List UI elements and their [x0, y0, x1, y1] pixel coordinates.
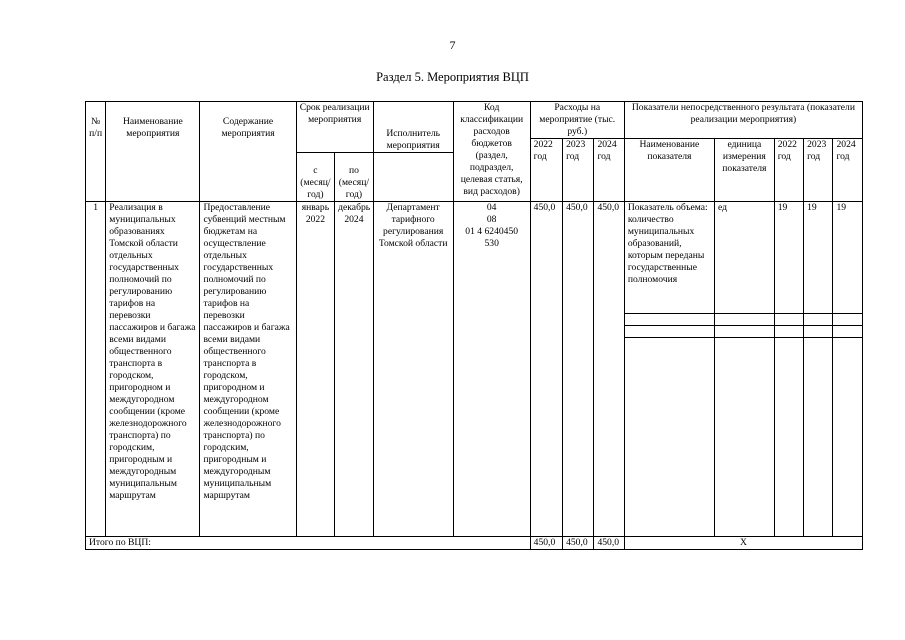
total-exp-2023: 450,0	[563, 537, 594, 550]
header-expenses: Расходы на мероприятие (тыс. руб.)	[530, 102, 624, 139]
total-row	[86, 537, 863, 550]
header-ind-2022: 2022 год	[774, 139, 803, 202]
row-content: Предоставление субвенций местным бюджетам на осуществление отдельных государственных полномочий по регулированию тарифов на перевозки пассажиров и багажа всеми видами общественного транспорта в городском, пригородном и междугородном сообщении (кроме железнодорожного транспорта) по городским, пригородным и междугородным муниципальным маршрутам	[200, 202, 296, 537]
row-code-target: 01 4 6240450	[465, 226, 519, 237]
row-event-name: Реализация в муниципальных образованиях Томской области отдельных государственных полномочий по регулированию тарифов на перевозки пассажиров и багажа всеми видами общественного транспорта в городском, пригородном и междугородном сообщении (кроме железнодорожного транспорта) по городским, пригородным и междугородным муниципальным маршрутам	[106, 202, 200, 537]
table-row	[86, 202, 863, 314]
header-ind-unit: единица измерения показателя	[714, 139, 774, 202]
total-exp-2024: 450,0	[594, 537, 624, 550]
row-code	[453, 202, 530, 537]
header-indicators: Показатели непосредственного результата (показатели реализации мероприятия)	[624, 102, 862, 139]
events-table	[85, 101, 863, 550]
header-ind-2024: 2024 год	[833, 139, 863, 202]
page-number: 7	[449, 38, 456, 52]
row-code-subsection: 08	[486, 214, 497, 225]
row-period-to: декабрь 2024	[335, 202, 374, 537]
header-row-1	[86, 102, 863, 139]
header-exp-2023: 2023 год	[563, 139, 594, 202]
header-executor-cont	[373, 153, 453, 202]
header-executor: Исполнитель мероприятия	[373, 102, 453, 153]
header-code: Код классификации расходов бюджетов (раздел, подраздел, целевая статья, вид расходов)	[453, 102, 530, 202]
header-num: № п/п	[86, 102, 106, 202]
header-content: Содержание мероприятия	[200, 102, 296, 202]
row-ind-2023: 19	[804, 202, 833, 314]
section-title: Раздел 5. Мероприятия ВЦП	[376, 70, 529, 84]
header-period-to: по (месяц/ год)	[335, 153, 374, 202]
row-ind-unit: ед	[714, 202, 774, 314]
row-num: 1	[86, 202, 106, 537]
row-period-from: январь 2022	[296, 202, 334, 537]
header-exp-2022: 2022 год	[530, 139, 562, 202]
header-period: Срок реализации мероприятия	[296, 102, 373, 153]
row-executor: Департамент тарифного регулирования Томской области	[373, 202, 453, 537]
row-ind-2022: 19	[774, 202, 803, 314]
header-ind-name: Наименование показателя	[624, 139, 714, 202]
row-code-section: 04	[486, 202, 497, 213]
row-exp-2024: 450,0	[594, 202, 624, 537]
row-ind-name: Показатель объема: количество муниципальных образований, которым переданы государственные полномочия	[624, 202, 714, 314]
header-event-name: Наименование мероприятия	[106, 102, 200, 202]
header-exp-2024: 2024 год	[594, 139, 624, 202]
row-code-type: 530	[484, 238, 499, 249]
total-ind-mark: Х	[624, 537, 862, 550]
total-exp-2022: 450,0	[530, 537, 562, 550]
total-label: Итого по ВЦП:	[86, 537, 531, 550]
header-period-from: с (месяц/ год)	[296, 153, 334, 202]
row-ind-2024: 19	[833, 202, 863, 314]
row-exp-2022: 450,0	[530, 202, 562, 537]
header-ind-2023: 2023 год	[804, 139, 833, 202]
row-exp-2023: 450,0	[563, 202, 594, 537]
